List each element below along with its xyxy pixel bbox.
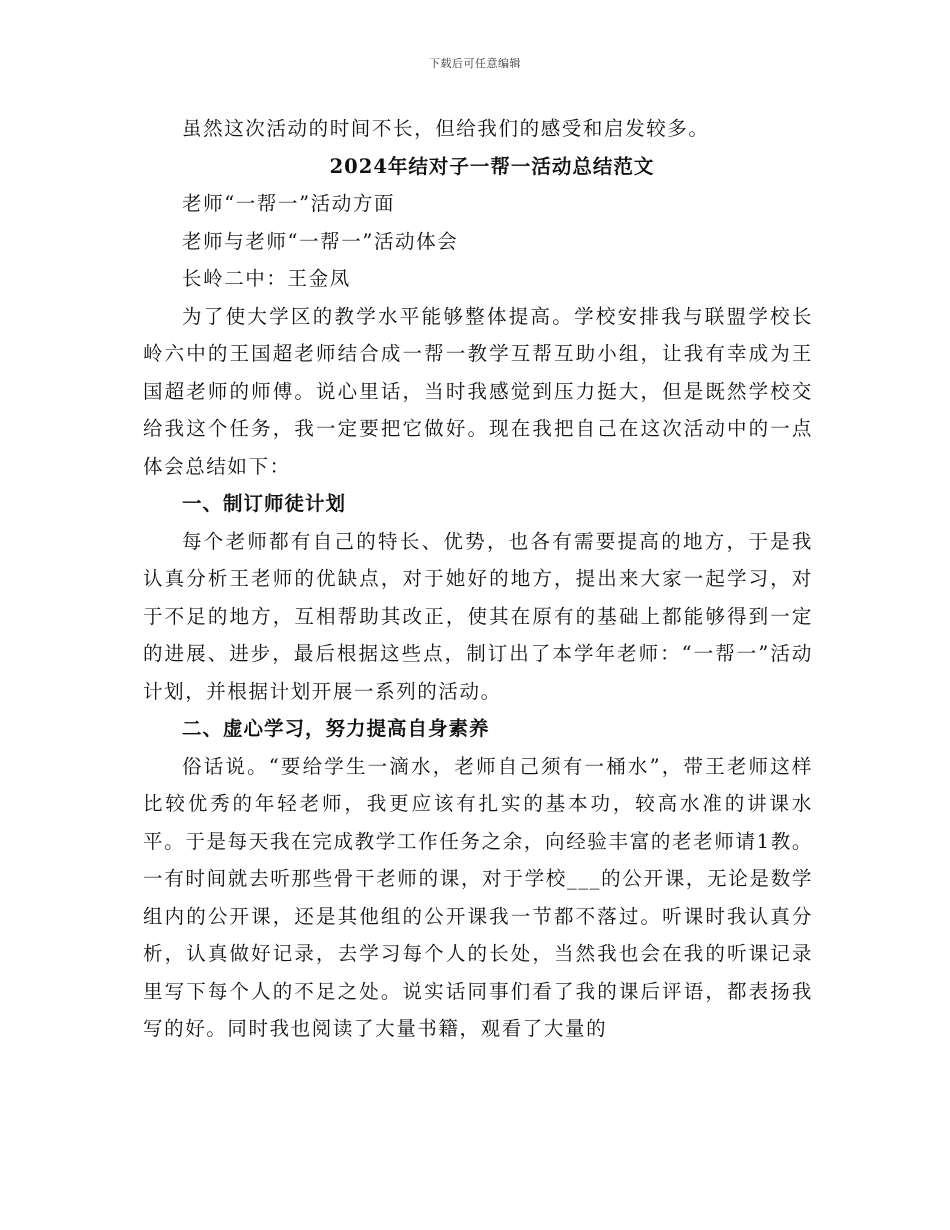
subtitle-line-2: 老师与老师“一帮一”活动体会	[182, 229, 459, 253]
intro-line: 虽然这次活动的时间不长，但给我们的感受和启发较多。	[182, 117, 710, 140]
subtitle-line-1: 老师“一帮一”活动方面	[182, 192, 396, 215]
section-heading-2: 二、虚心学习，努力提高自身素养	[182, 717, 490, 740]
document-title: 2024年结对子一帮一活动总结范文	[329, 154, 655, 178]
document-body	[143, 110, 813, 1048]
section-heading-1: 一、制订师徒计划	[182, 492, 347, 515]
paragraph-2: 每个老师都有自己的特长、优势，也各有需要提高的地方，于是我认真分析王老师的优缺点，对于她好的地方，提出来大家一起学习，对于不足的地方，互相帮助其改正，使其在原有的基础上都能够得到一定的进展、进步，最后根据这些点，制订出了本学年老师：“一帮一”活动计划，并根据计划开展一系列的活动。	[143, 529, 813, 703]
header-note: 下载后可任意编辑	[429, 57, 521, 70]
author-line: 长岭二中：王金凤	[182, 267, 351, 290]
paragraph-1: 为了使大学区的教学水平能够整体提高。学校安排我与联盟学校长岭六中的王国超老师结合成一帮一教学互帮互助小组，让我有幸成为王国超老师的师傅。说心里话，当时我感觉到压力挺大，但是既然学校交给我这个任务，我一定要把它做好。现在我把自己在这次活动中的一点体会总结如下：	[143, 304, 813, 478]
paragraph-3: 俗话说。“要给学生一滴水，老师自己须有一桶水”，带王老师这样比较优秀的年轻老师，我更应该有扎实的基本功，较高水准的讲课水平。于是每天我在完成教学工作任务之余，向经验丰富的老老师请1教。一有时间就去听那些骨干老师的课，对于学校___的公开课，无论是数学组内的公开课，还是其他组的公开课我一节都不落过。听课时我认真分析，认真做好记录，去学习每个人的长处，当然我也会在我的听课记录里写下每个人的不足之处。说实话同事们看了我的课后评语，都表扬我写的好。同时我也阅读了大量书籍，观看了大量的	[143, 754, 813, 1040]
